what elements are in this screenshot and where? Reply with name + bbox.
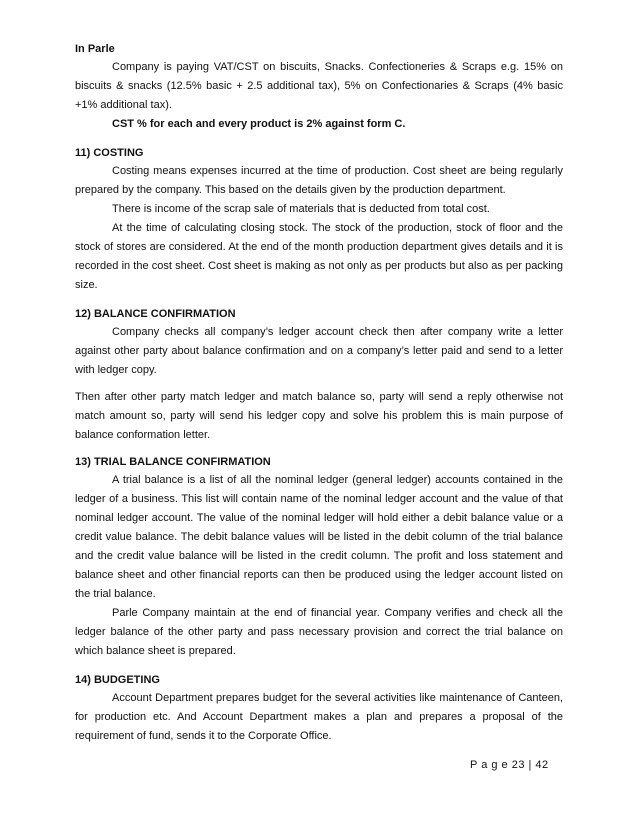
budgeting-paragraph-1: Account Department prepares budget for the several activities like maintenance of Canteen, for production etc. And Account Department makes a plan and prepares a proposal of the requirement of fund, sends it to the Corporate Office. [75, 692, 563, 742]
heading-trial-balance: 13) TRIAL BALANCE CONFIRMATION [75, 456, 271, 468]
document-page [75, 40, 563, 746]
trial-paragraph-2: Parle Company maintain at the end of financial year. Company verifies and check all the ledger balance of the other party and pass necessary provision and correct the trial balance on which balance sheet is prepared. [75, 607, 563, 657]
heading-costing: 11) COSTING [75, 147, 144, 159]
balance-paragraph-1: Company checks all company’s ledger account check then after company write a letter against other party about balance confirmation and on a company’s letter paid and send to a letter with ledger copy. [75, 326, 563, 376]
costing-paragraph-1: Costing means expenses incurred at the time of production. Cost sheet are being regularly prepared by the company. This based on the details given by the production department. [75, 165, 563, 196]
heading-in-parle: In Parle [75, 43, 115, 55]
parle-paragraph-1: Company is paying VAT/CST on biscuits, Snacks. Confectioneries & Scraps e.g. 15% on biscuits & snacks (12.5% basic + 2.5 additional tax), 5% on Confectionaries & Scraps (4% basic +1% additional tax). [75, 61, 563, 111]
balance-paragraph-2: Then after other party match ledger and match balance so, party will send a reply otherwise not match amount so, party will send his ledger copy and solve his problem this is main purpose of balance conformation letter. [75, 391, 563, 441]
costing-paragraph-2: There is income of the scrap sale of materials that is deducted from total cost. [112, 203, 490, 215]
page-number-footer: P a g e 23 | 42 [470, 759, 549, 771]
trial-paragraph-1: A trial balance is a list of all the nominal ledger (general ledger) accounts contained in the ledger of a business. This list will contain name of the nominal ledger account and the value of that nominal ledger account. The value of the nominal ledger will hold either a debit balance value or a credit value balance. The debit balance values will be listed in the debit column of the trial balance and the credit value balance will be listed in the credit column. The profit and loss statement and balance sheet and other financial reports can then be produced using the ledger account listed on the trial balance. [75, 474, 563, 600]
heading-budgeting: 14) BUDGETING [75, 674, 160, 686]
heading-balance-confirmation: 12) BALANCE CONFIRMATION [75, 308, 236, 320]
parle-paragraph-2: CST % for each and every product is 2% against form C. [112, 118, 406, 130]
costing-paragraph-3: At the time of calculating closing stock. The stock of the production, stock of floor and the stock of stores are considered. At the end of the month production department gives details and it is recorded in the cost sheet. Cost sheet is making as not only as per products but also as per packing size. [75, 222, 563, 291]
